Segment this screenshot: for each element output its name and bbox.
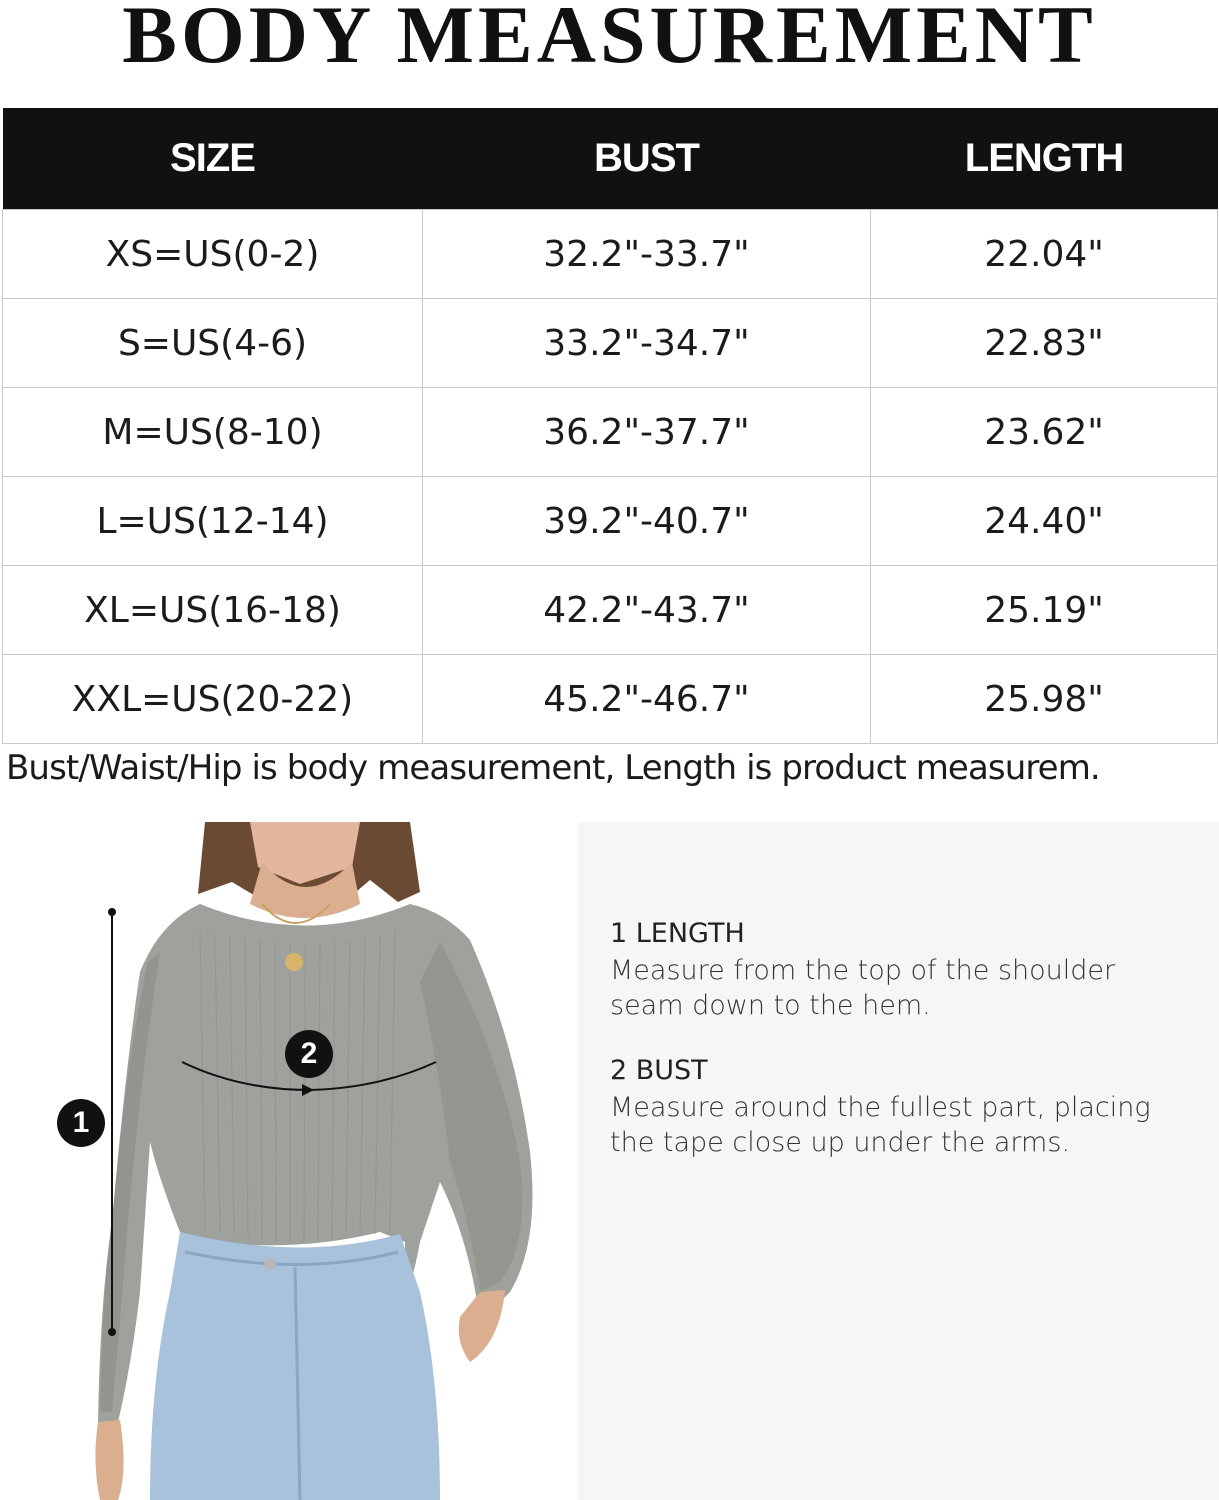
- cell-length: 22.04": [871, 210, 1218, 299]
- table-header-row: [3, 108, 1218, 210]
- instructions-panel: [578, 822, 1219, 1500]
- length-text-line: seam down to the hem.: [610, 990, 931, 1021]
- cell-size: S=US(4-6): [3, 299, 423, 388]
- model-photo: [0, 822, 578, 1500]
- measurement-note: Bust/Waist/Hip is body measurement, Length is product measurem.: [6, 748, 1100, 788]
- cell-bust: 36.2"-37.7": [423, 388, 871, 477]
- cell-bust: 32.2"-33.7": [423, 210, 871, 299]
- length-heading: 1 LENGTH: [610, 918, 745, 949]
- cell-bust: 39.2"-40.7": [423, 477, 871, 566]
- sweater-illustration: [0, 822, 578, 1500]
- cell-length: 25.98": [871, 655, 1218, 744]
- table-row: [3, 210, 1218, 299]
- cell-length: 23.62": [871, 388, 1218, 477]
- marker-length: 1: [57, 1099, 105, 1147]
- cell-size: L=US(12-14): [3, 477, 423, 566]
- cell-size: M=US(8-10): [3, 388, 423, 477]
- table-row: [3, 388, 1218, 477]
- cell-size: XL=US(16-18): [3, 566, 423, 655]
- page-title: BODY MEASUREMENT: [122, 0, 1097, 80]
- cell-length: 24.40": [871, 477, 1218, 566]
- bust-heading: 2 BUST: [610, 1055, 708, 1086]
- cell-bust: 45.2"-46.7": [423, 655, 871, 744]
- marker-bust: 2: [285, 1030, 333, 1078]
- bust-text-line: Measure around the fullest part, placing: [610, 1092, 1151, 1123]
- table-row: [3, 566, 1218, 655]
- header-bust: BUST: [423, 108, 871, 210]
- header-size: SIZE: [3, 108, 423, 210]
- bust-instruction: [610, 1055, 1190, 1160]
- cell-size: XXL=US(20-22): [3, 655, 423, 744]
- header-length: LENGTH: [871, 108, 1218, 210]
- length-instruction: [610, 918, 1190, 1023]
- table-row: [3, 299, 1218, 388]
- cell-bust: 33.2"-34.7": [423, 299, 871, 388]
- size-chart-table: [2, 108, 1218, 744]
- cell-size: XS=US(0-2): [3, 210, 423, 299]
- length-text-line: Measure from the top of the shoulder: [610, 955, 1116, 986]
- bust-text-line: the tape close up under the arms.: [610, 1127, 1070, 1158]
- cell-length: 22.83": [871, 299, 1218, 388]
- cell-bust: 42.2"-43.7": [423, 566, 871, 655]
- cell-length: 25.19": [871, 566, 1218, 655]
- table-row: [3, 655, 1218, 744]
- table-row: [3, 477, 1218, 566]
